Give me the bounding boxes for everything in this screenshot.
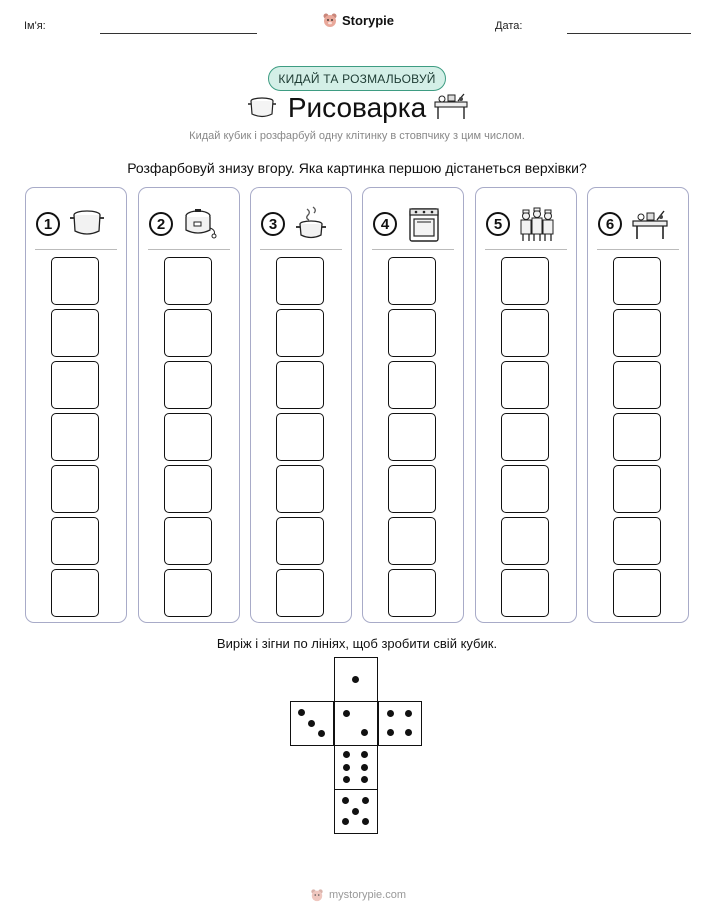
steaming-pot-icon (293, 206, 331, 242)
color-cell[interactable] (276, 257, 324, 305)
color-cell[interactable] (51, 257, 99, 305)
dice-pip (362, 818, 369, 825)
column-number: 1 (36, 212, 60, 236)
color-cell[interactable] (51, 309, 99, 357)
color-cell[interactable] (501, 361, 549, 409)
dice-pip (352, 676, 359, 683)
dice-column-5 (475, 187, 577, 623)
column-divider (597, 249, 679, 250)
rice-cooker-icon (181, 206, 219, 242)
column-number: 6 (598, 212, 622, 236)
column-number: 5 (486, 212, 510, 236)
dice-pip (342, 818, 349, 825)
color-cell[interactable] (51, 569, 99, 617)
color-cell[interactable] (164, 413, 212, 461)
dice-column-1 (25, 187, 127, 623)
footer-url: mystorypie.com (329, 889, 407, 901)
color-cell[interactable] (51, 517, 99, 565)
dice-face-5 (334, 789, 378, 834)
column-header (149, 206, 219, 242)
column-divider (372, 249, 454, 250)
instruction: Розфарбовуй знизу вгору. Яка картинка першою дістанеться верхівки? (127, 160, 587, 176)
dice-column-2 (138, 187, 240, 623)
dice-column-4 (362, 187, 464, 623)
footer (310, 888, 406, 902)
color-cell[interactable] (388, 257, 436, 305)
name-field-line[interactable] (100, 33, 257, 34)
color-cell[interactable] (51, 361, 99, 409)
color-cell[interactable] (388, 309, 436, 357)
column-header (486, 206, 556, 242)
color-cell[interactable] (388, 465, 436, 513)
dice-pip (343, 710, 350, 717)
color-cell[interactable] (276, 361, 324, 409)
dice-pip (405, 729, 412, 736)
name-label: Ім'я: (24, 20, 46, 32)
dice-pip (352, 808, 359, 815)
activity-badge: КИДАЙ ТА РОЗМАЛЬОВУЙ (268, 66, 446, 91)
page-title: Рисоварка (287, 92, 427, 123)
dice-face-1 (334, 657, 378, 702)
dice-pip (308, 720, 315, 727)
column-number: 2 (149, 212, 173, 236)
column-divider (485, 249, 567, 250)
subtitle: Кидай кубик і розфарбуй одну клітинку в стовпчику з цим числом. (189, 130, 525, 142)
color-cell[interactable] (51, 413, 99, 461)
color-cell[interactable] (164, 309, 212, 357)
color-cell[interactable] (276, 413, 324, 461)
bear-icon (322, 12, 338, 28)
kitchen-table-icon (630, 206, 668, 242)
dice-pip (361, 751, 368, 758)
color-cell[interactable] (501, 517, 549, 565)
color-cell[interactable] (164, 517, 212, 565)
column-header (261, 206, 331, 242)
dice-pip (298, 709, 305, 716)
brand-name: Storypie (342, 12, 395, 28)
color-cell[interactable] (613, 569, 661, 617)
dice-pip (405, 710, 412, 717)
dice-pip (318, 730, 325, 737)
dice-face-6 (334, 745, 378, 790)
column-divider (148, 249, 230, 250)
color-cell[interactable] (501, 257, 549, 305)
color-cell[interactable] (388, 569, 436, 617)
column-header (598, 206, 668, 242)
color-cell[interactable] (501, 569, 549, 617)
color-cell[interactable] (613, 465, 661, 513)
color-cell[interactable] (501, 413, 549, 461)
color-cell[interactable] (388, 361, 436, 409)
column-header (36, 206, 106, 242)
color-cell[interactable] (613, 361, 661, 409)
color-cell[interactable] (164, 361, 212, 409)
color-cell[interactable] (388, 517, 436, 565)
color-cell[interactable] (613, 309, 661, 357)
dice-pip (387, 729, 394, 736)
dice-face-4 (378, 701, 422, 746)
pot-icon (68, 206, 106, 242)
brand-logo (322, 12, 394, 28)
date-field-line[interactable] (567, 33, 691, 34)
dice-column-6 (587, 187, 689, 623)
cut-instruction: Виріж і зігни по лініях, щоб зробити свій кубик. (216, 636, 498, 651)
dice-pip (343, 751, 350, 758)
dice-pip (387, 710, 394, 717)
color-cell[interactable] (164, 465, 212, 513)
color-cell[interactable] (501, 309, 549, 357)
dice-pip (362, 797, 369, 804)
column-divider (260, 249, 342, 250)
column-number: 4 (373, 212, 397, 236)
dice-pip (343, 764, 350, 771)
color-cell[interactable] (613, 413, 661, 461)
dice-face-2 (334, 701, 378, 746)
color-cell[interactable] (164, 257, 212, 305)
bear-icon (310, 888, 324, 902)
color-cell[interactable] (613, 517, 661, 565)
color-cell[interactable] (501, 465, 549, 513)
dice-pip (361, 776, 368, 783)
color-cell[interactable] (613, 257, 661, 305)
color-cell[interactable] (276, 309, 324, 357)
color-cell[interactable] (276, 517, 324, 565)
dice-face-3 (290, 701, 334, 746)
dice-pip (361, 729, 368, 736)
color-cell[interactable] (276, 569, 324, 617)
color-cell[interactable] (51, 465, 99, 513)
dice-pip (343, 776, 350, 783)
dice-pip (361, 764, 368, 771)
kitchen-table-icon (432, 90, 470, 120)
stove-icon (405, 206, 443, 242)
dice-pip (342, 797, 349, 804)
column-number: 3 (261, 212, 285, 236)
color-cell[interactable] (388, 413, 436, 461)
date-label: Дата: (495, 20, 523, 32)
color-cell[interactable] (276, 465, 324, 513)
dice-column-3 (250, 187, 352, 623)
chefs-icon (518, 206, 556, 242)
column-divider (35, 249, 117, 250)
column-header (373, 206, 443, 242)
color-cell[interactable] (164, 569, 212, 617)
